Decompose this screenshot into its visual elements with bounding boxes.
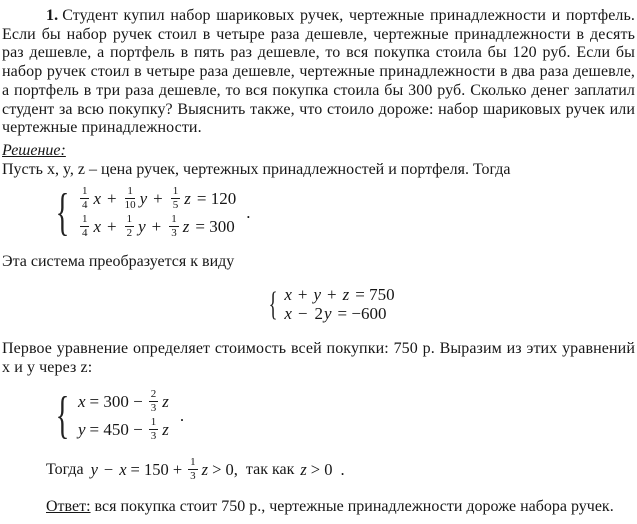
variable-x: x	[93, 216, 102, 236]
comparison: > 0,	[212, 459, 238, 479]
equation-middle: = 300 −	[89, 391, 143, 411]
coefficient: 2	[314, 304, 323, 324]
equation-row-2	[283, 305, 394, 324]
variable-x: x	[77, 391, 86, 411]
transform-text: Эта система преобразуется к виду	[2, 252, 235, 270]
left-brace: {	[55, 386, 70, 444]
solution-heading: Решение:	[2, 141, 66, 159]
because-words: так как	[245, 460, 295, 478]
fraction	[149, 389, 159, 415]
denominator: 4	[81, 227, 88, 240]
plus-operator: +	[327, 285, 337, 305]
variable-z: z	[300, 459, 307, 479]
answer-text: вся покупка стоит 750 р., чертежные принадлежности дороже набора ручек.	[94, 497, 614, 515]
variable-z: z	[162, 419, 169, 439]
plus-operator: +	[297, 285, 308, 305]
fraction	[125, 214, 135, 240]
equation-row-2	[77, 416, 170, 444]
numerator: 1	[171, 186, 181, 200]
variable-z: z	[162, 391, 169, 411]
plus-operator: +	[107, 188, 117, 208]
comparison: > 0	[310, 459, 333, 479]
variable-z: z	[184, 188, 191, 208]
variable-x: x	[119, 459, 127, 479]
then-line	[46, 457, 635, 483]
fraction	[169, 214, 179, 240]
answer-label: Ответ:	[46, 497, 91, 515]
minus-operator: −	[103, 459, 114, 479]
equation-middle: = 450 −	[89, 419, 143, 439]
system-3-rows	[77, 388, 170, 444]
answer-line	[46, 497, 635, 516]
variable-y: y	[139, 188, 148, 208]
fraction	[188, 457, 198, 483]
variable-z: z	[201, 459, 209, 479]
numerator: 1	[80, 186, 90, 200]
variable-z: z	[342, 285, 350, 305]
numerator: 2	[149, 389, 159, 403]
problem-statement	[2, 7, 635, 138]
fraction	[171, 186, 181, 212]
problem-number: 1.	[46, 7, 59, 24]
period: .	[246, 202, 251, 222]
fraction	[125, 186, 136, 212]
equation-middle: = 150 +	[130, 459, 183, 479]
numerator: 1	[125, 186, 135, 200]
variable-y: y	[313, 285, 322, 305]
denominator: 4	[81, 199, 88, 212]
variable-y: y	[90, 459, 98, 479]
denominator: 3	[171, 227, 177, 240]
variable-x: x	[93, 188, 102, 208]
equation-row-1	[283, 286, 394, 305]
equation-system-3	[50, 388, 635, 444]
variable-y: y	[77, 419, 86, 439]
problem-text: Студент купил набор шариковых ручек, чертежные принадлежности и портфель. Если бы набор ручек стоил в четыре раза дешевле, чертежные принадлежности в десять раз дешевле, а портфель в пять раз дешевле, то вся покупка стоила бы 120 руб. Если бы набор ручек стоил в четыре раза дешевле, чертежные принадлежности в два раза дешевле, а портфель в три раза дешевле, то вся покупка стоила бы 300 руб. Сколько денег заплатил студент за всю покупку? Выяснить также, что стоило дороже: набор шариковых ручек или чертежные принадлежности.	[2, 7, 635, 137]
denominator: 10	[124, 199, 136, 212]
variable-y: y	[323, 304, 332, 324]
system-1-rows	[77, 185, 236, 241]
period: .	[340, 459, 345, 479]
variable-x: x	[284, 285, 292, 305]
period: .	[179, 405, 185, 425]
equation-rhs: = −600	[337, 304, 387, 324]
left-brace: {	[268, 285, 278, 323]
variable-x: x	[284, 304, 292, 324]
denominator: 3	[190, 470, 196, 483]
denominator: 2	[126, 227, 133, 240]
equation-system-2	[265, 286, 635, 324]
equation-row-2	[77, 213, 236, 241]
denominator: 3	[150, 402, 157, 415]
denominator: 3	[150, 430, 157, 443]
left-brace: {	[55, 183, 70, 241]
numerator: 1	[188, 457, 198, 471]
plus-operator: +	[107, 216, 117, 236]
then-word: Тогда	[46, 460, 84, 478]
plus-operator: +	[151, 216, 162, 236]
numerator: 1	[80, 214, 90, 228]
variable-z: z	[182, 216, 190, 236]
express-text: Первое уравнение определяет стоимость всей покупки: 750 р. Выразим из этих уравнений x и y через z:	[2, 339, 635, 377]
minus-operator: −	[297, 304, 308, 324]
equation-system-1	[50, 185, 635, 241]
denominator: 5	[172, 199, 179, 212]
fraction	[149, 417, 159, 443]
equation-row-1	[77, 185, 236, 213]
solution-intro: Пусть x, y, z – цена ручек, чертежных принадлежностей и портфеля. Тогда	[2, 160, 511, 178]
variable-y: y	[138, 216, 146, 236]
fraction	[80, 214, 90, 240]
numerator: 1	[125, 214, 135, 228]
plus-operator: +	[153, 188, 163, 208]
fraction	[80, 186, 90, 212]
equation-rhs: = 300	[195, 216, 235, 236]
equation-rhs: = 750	[355, 285, 395, 305]
equation-row-1	[77, 388, 170, 416]
equation-rhs: = 120	[196, 188, 237, 208]
numerator: 1	[149, 417, 159, 431]
system-2-rows	[283, 286, 394, 324]
numerator: 1	[169, 214, 179, 228]
